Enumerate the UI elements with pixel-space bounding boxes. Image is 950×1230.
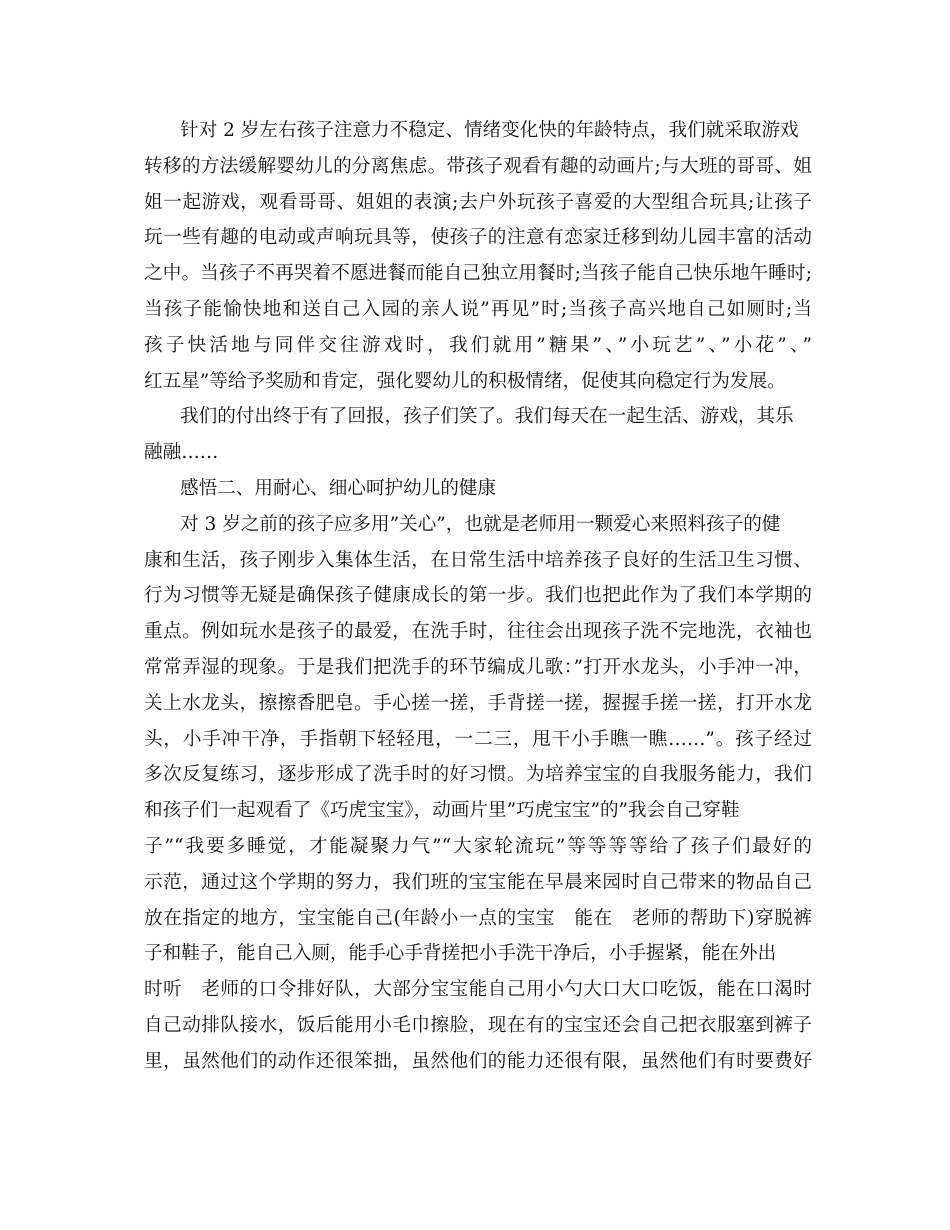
text-line: 自己动排队接水，饭后能用小毛巾擦脸，现在有的宝宝还会自己把衣服塞到裤子 [144,1014,812,1036]
text-line: 多次反复练习，逐步形成了洗手时的好习惯。为培养宝宝的自我服务能力，我们 [144,764,812,786]
text-line: 对 3 岁之前的孩子应多用”关心”，也就是老师用一颗爱心来照料孩子的健 [180,513,781,535]
text-line: 针对 2 岁左右孩子注意力不稳定、情绪变化快的年龄特点，我们就采取游戏 [180,120,799,141]
text-line: 玩一些有趣的电动或声响玩具等，使孩子的注意有恋家迁移到幼儿园丰富的活动 [144,227,812,249]
text-line: 姐一起游戏，观看哥哥、姐姐的表演;去户外玩孩子喜爱的大型组合玩具;让孩子 [144,191,812,213]
text-line: 当孩子能愉快地和送自己入园的亲人说”再见”时;当孩子高兴地自己如厕时;当 [144,298,812,320]
text-line: 示范，通过这个学期的努力，我们班的宝宝能在早晨来园时自己带来的物品自己 [144,871,812,893]
text-line: 里，虽然他们的动作还很笨拙，虽然他们的能力还很有限，虽然他们有时要费好 [144,1050,812,1072]
text-line: 时听 老师的口令排好队，大部分宝宝能自己用小勺大口大口吃饭，能在口渴时 [144,979,812,1001]
text-line: 融融…… [144,442,219,464]
text-line: 之中。当孩子不再哭着不愿进餐而能自己独立用餐时;当孩子能自己快乐地午睡时; [144,263,812,285]
text-line: 常常弄湿的现象。于是我们把洗手的环节编成儿歌：”打开水龙头，小手冲一冲， [144,656,812,678]
text-line: 放在指定的地方，宝宝能自己(年龄小一点的宝宝 能在 老师的帮助下)穿脱裤 [144,907,812,929]
section-heading: 感悟二、用耐心、细心呵护幼儿的健康 [180,477,497,499]
text-line: 我们的付出终于有了回报，孩子们笑了。我们每天在一起生活、游戏，其乐 [180,406,794,428]
text-line: 孩子快活地与同伴交往游戏时，我们就用”糖果”、”小玩艺”、”小花”、” [144,334,812,356]
text-line: 子和鞋子，能自己入厕，能手心手背搓把小手洗干净后，小手握紧，能在外出 [144,943,777,965]
text-line: 转移的方法缓解婴幼儿的分离焦虑。带孩子观看有趣的动画片;与大班的哥哥、姐 [144,155,812,177]
text-line: 行为习惯等无疑是确保孩子健康成长的第一步。我们也把此作为了我们本学期的 [144,585,812,607]
text-line: 和孩子们一起观看了《巧虎宝宝》，动画片里”巧虎宝宝”的”我会自己穿鞋 [144,800,740,822]
text-line: 头，小手冲干净，手指朝下轻轻甩，一二三，甩干小手瞧一瞧……”。孩子经过 [144,728,812,750]
text-line: 子”“我要多睡觉，才能凝聚力气”“大家轮流玩”等等等等给了孩子们最好的 [144,835,812,857]
text-line: 康和生活，孩子刚步入集体生活，在日常生活中培养孩子良好的生活卫生习惯、 [144,549,812,571]
body-text [144,113,812,1080]
text-line: 红五星”等给予奖励和肯定，强化婴幼儿的积极情绪，促使其向稳定行为发展。 [144,370,786,392]
text-line: 关上水龙头，擦擦香肥皂。手心搓一搓，手背搓一搓，握握手搓一搓，打开水龙 [144,692,812,714]
text-line: 重点。例如玩水是孩子的最爱，在洗手时，往往会出现孩子洗不完地洗，衣袖也 [144,621,812,643]
